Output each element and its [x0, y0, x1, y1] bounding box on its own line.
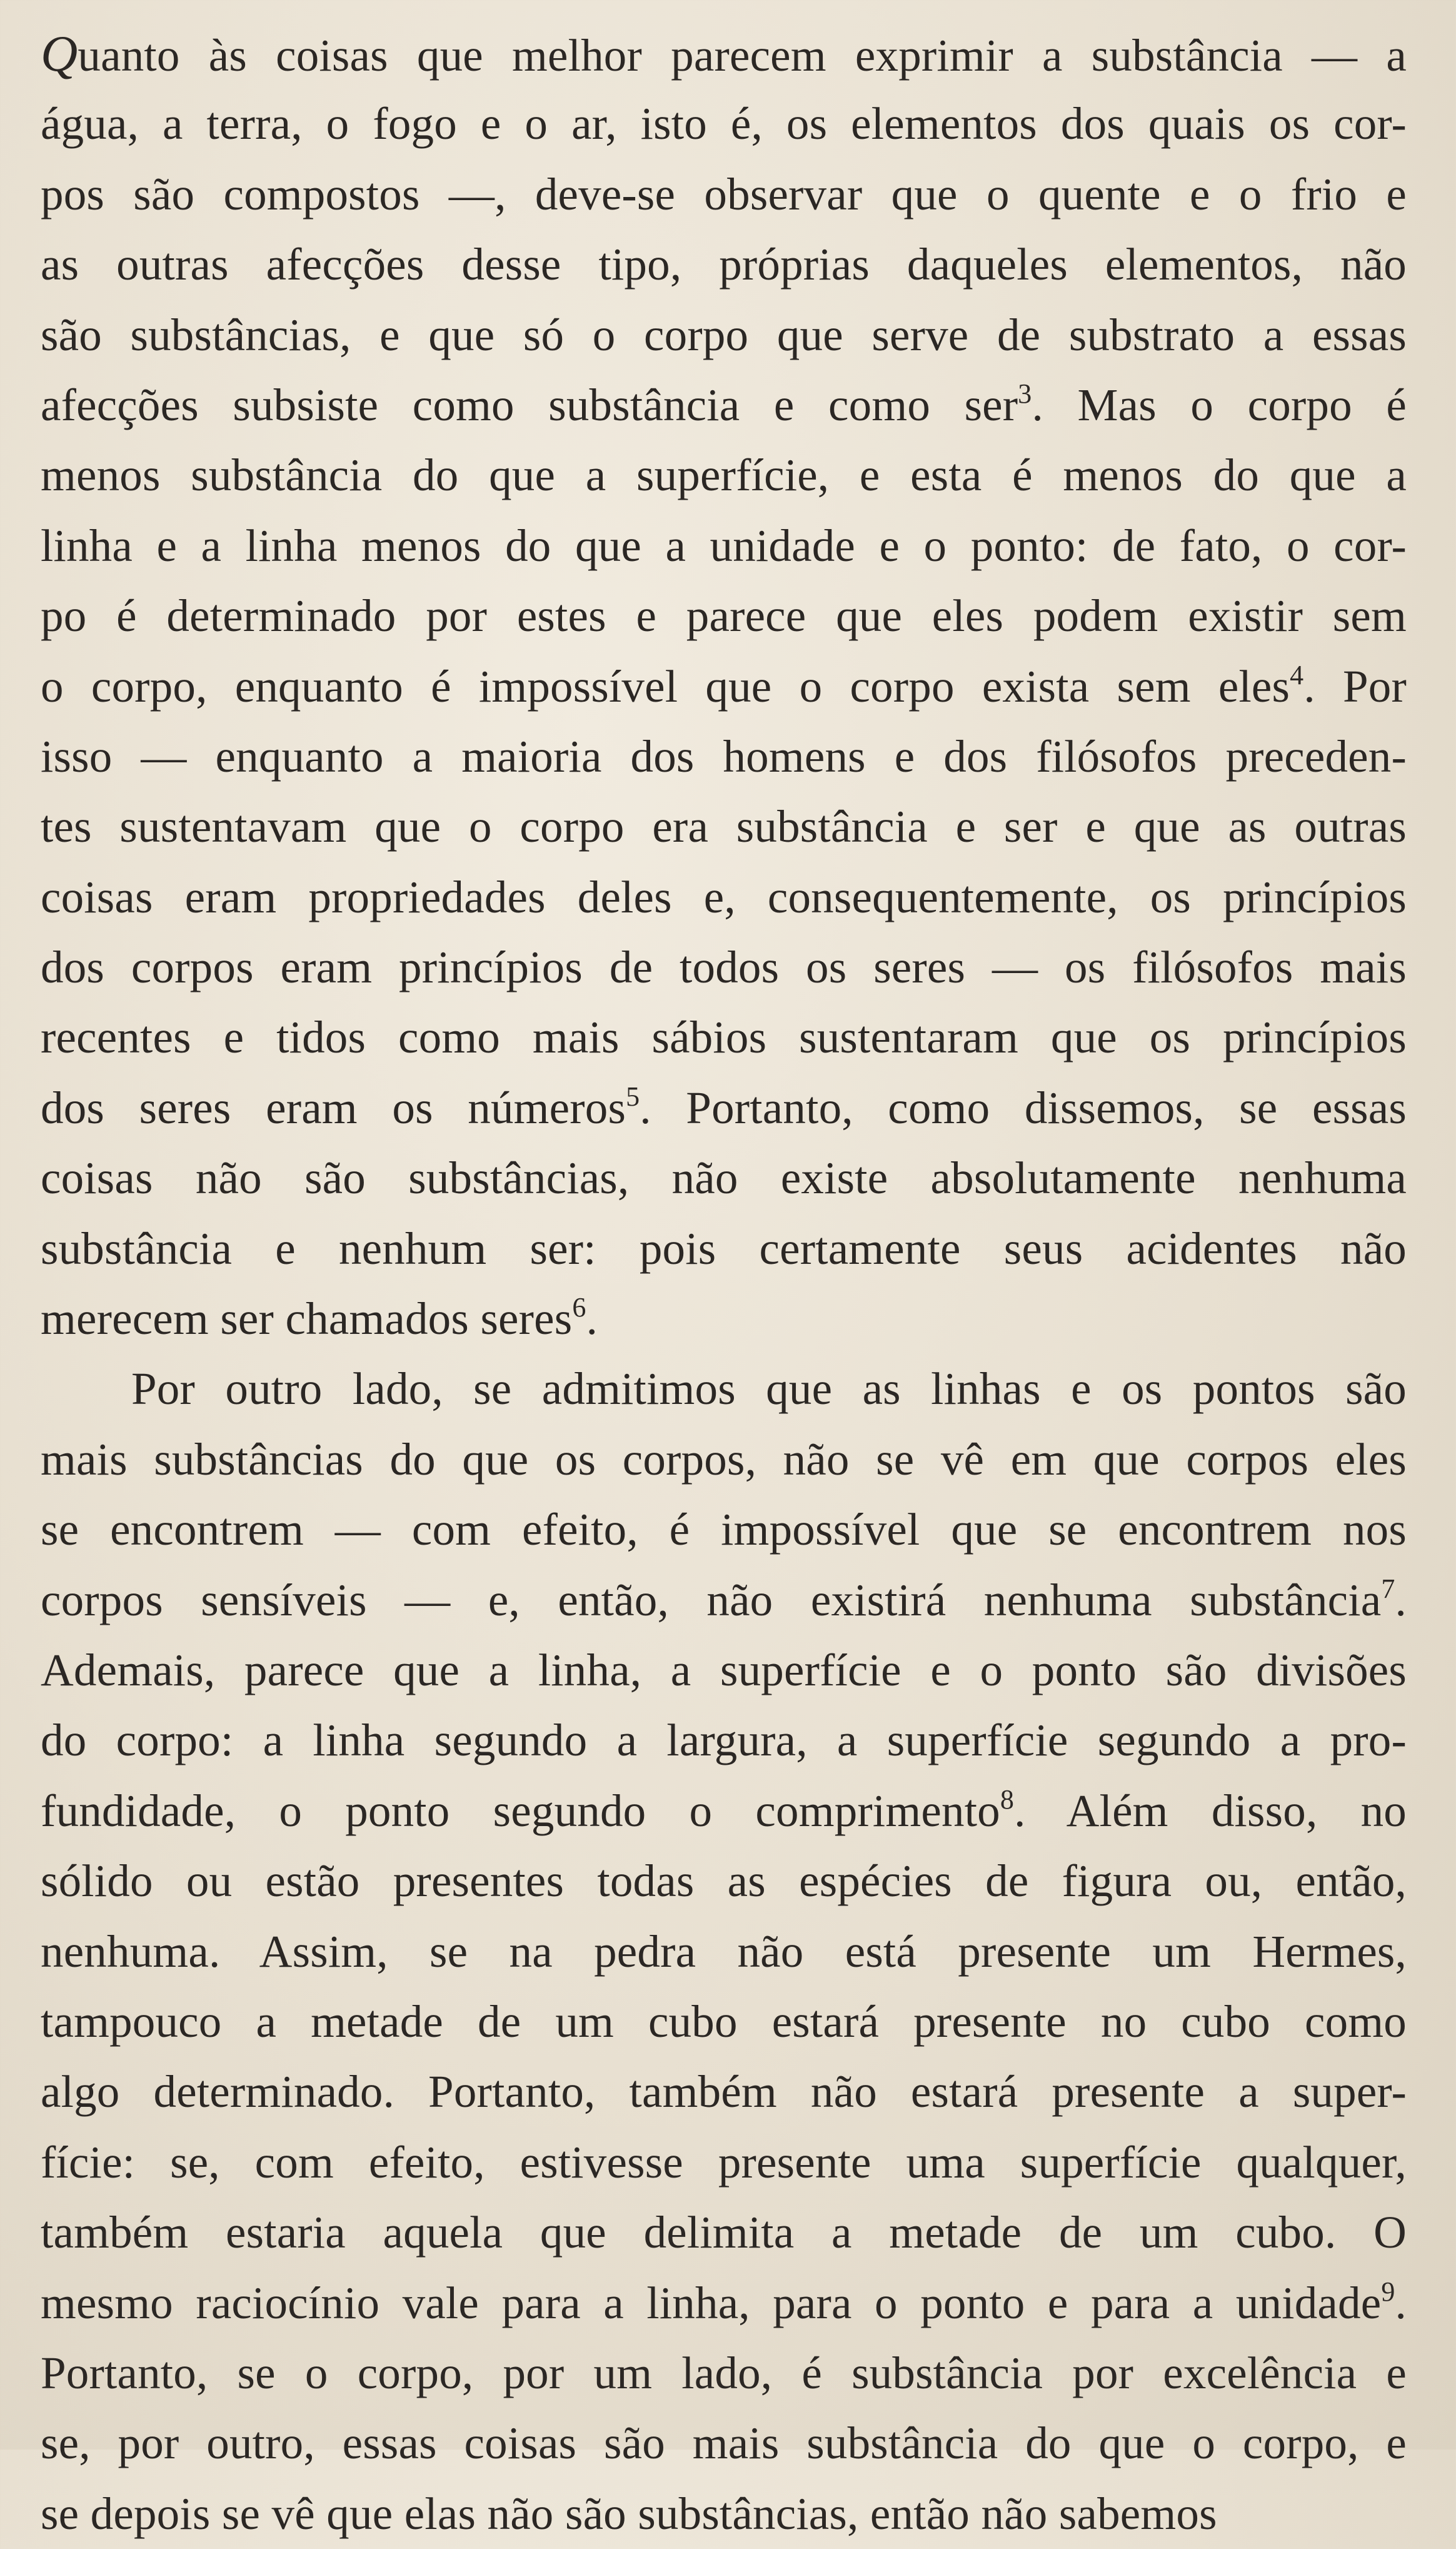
text-line	[41, 1284, 1407, 1354]
text-segment: . Além disso, no	[1014, 1785, 1407, 1836]
text-segment: dos corpos eram princípios de todos os seres — os filósofos mais	[41, 942, 1407, 993]
text-segment: . Mas o corpo é	[1032, 379, 1407, 430]
text-line	[41, 1002, 1407, 1073]
text-segment: .	[1395, 1574, 1407, 1625]
text-line	[41, 722, 1407, 792]
text-segment: algo determinado. Portanto, também não estará presente a super-	[41, 2066, 1407, 2117]
text-line	[41, 300, 1407, 370]
text-segment: po é determinado por estes e parece que eles podem existir sem	[41, 590, 1407, 642]
text-line	[41, 2198, 1407, 2268]
text-segment: recentes e tidos como mais sábios sustentaram que os princípios	[41, 1012, 1407, 1063]
text-line	[41, 1073, 1407, 1143]
footnote-marker[interactable]: 3	[1018, 378, 1032, 409]
text-line	[41, 2057, 1407, 2127]
text-line	[41, 19, 1407, 89]
text-line	[41, 370, 1407, 440]
text-segment: dos seres eram os números	[41, 1082, 626, 1133]
text-line	[41, 511, 1407, 581]
text-line	[41, 1635, 1407, 1705]
text-segment: também estaria aquela que delimita a metade de um cubo. O	[41, 2207, 1407, 2258]
footnote-marker[interactable]: 6	[572, 1292, 586, 1323]
text-segment: o corpo, enquanto é impossível que o corpo exista sem eles	[41, 660, 1290, 712]
text-segment: .	[1395, 2277, 1407, 2328]
text-line	[41, 1987, 1407, 2057]
text-line	[41, 1776, 1407, 1846]
text-line	[41, 2268, 1407, 2338]
paragraph-1	[41, 19, 1407, 1354]
text-line	[41, 1143, 1407, 1213]
text-segment: menos substância do que a superfície, e esta é menos do que a	[41, 450, 1407, 501]
text-line	[41, 1565, 1407, 1635]
text-line	[41, 792, 1407, 862]
text-segment: corpos sensíveis — e, então, não existirá nenhuma substância	[41, 1574, 1382, 1625]
text-segment: se encontrem — com efeito, é impossível que se encontrem nos	[41, 1504, 1407, 1555]
text-segment: são substâncias, e que só o corpo que serve de substrato a essas	[41, 309, 1407, 360]
text-segment: coisas não são substâncias, não existe absolutamente nenhuma	[41, 1153, 1407, 1204]
footnote-marker[interactable]: 5	[626, 1081, 640, 1112]
text-line	[41, 440, 1407, 510]
footnote-marker[interactable]: 4	[1290, 659, 1304, 690]
text-segment: do corpo: a linha segundo a largura, a superfície segundo a pro-	[41, 1715, 1407, 1766]
text-segment: se depois se vê que elas não são substâncias, então não sabemos	[41, 2488, 1217, 2539]
text-segment: fície: se, com efeito, estivesse presente uma superfície qualquer,	[41, 2136, 1407, 2188]
text-segment: linha e a linha menos do que a unidade e o ponto: de fato, o cor-	[41, 520, 1407, 571]
text-line	[41, 1354, 1407, 1424]
paragraph-2	[41, 1354, 1407, 2549]
text-segment: mais substâncias do que os corpos, não se vê em que corpos eles	[41, 1433, 1407, 1485]
text-line	[41, 230, 1407, 300]
footnote-marker[interactable]: 9	[1381, 2276, 1395, 2307]
text-line	[41, 2408, 1407, 2478]
text-segment: mesmo raciocínio vale para a linha, para o ponto e para a unidade	[41, 2277, 1382, 2328]
text-line	[41, 862, 1407, 932]
text-segment: se, por outro, essas coisas são mais substância do que o corpo, e	[41, 2418, 1407, 2469]
text-line	[41, 1917, 1407, 1987]
text-segment: tampouco a metade de um cubo estará presente no cubo como	[41, 1996, 1407, 2047]
text-line	[41, 652, 1407, 722]
text-segment: nenhuma. Assim, se na pedra não está presente um Hermes,	[41, 1926, 1407, 1977]
initial-letter: Q	[41, 25, 78, 82]
text-segment: água, a terra, o fogo e o ar, isto é, os elementos dos quais os cor-	[41, 98, 1407, 149]
text-line	[41, 1846, 1407, 1916]
text-segment: Por outro lado, se admitimos que as linhas e os pontos são	[131, 1363, 1407, 1415]
text-segment: as outras afecções desse tipo, próprias daqueles elementos, não	[41, 239, 1407, 290]
text-line	[41, 581, 1407, 651]
text-line	[41, 932, 1407, 1002]
text-segment: isso — enquanto a maioria dos homens e dos filósofos preceden-	[41, 730, 1407, 782]
footnote-marker[interactable]: 7	[1381, 1573, 1395, 1604]
text-segment: afecções subsiste como substância e como ser	[41, 379, 1018, 430]
text-segment: tes sustentavam que o corpo era substância e ser e que as outras	[41, 801, 1407, 852]
footnote-marker[interactable]: 8	[1000, 1784, 1015, 1815]
text-line	[41, 2128, 1407, 2198]
text-segment: uanto às coisas que melhor parecem exprimir a substância — a	[78, 30, 1407, 81]
text-line	[41, 1425, 1407, 1495]
text-segment: sólido ou estão presentes todas as espécies de figura ou, então,	[41, 1855, 1407, 1907]
text-segment: Portanto, se o corpo, por um lado, é substância por excelência e	[41, 2347, 1407, 2398]
text-segment: .	[586, 1293, 598, 1345]
text-segment: merecem ser chamados seres	[41, 1293, 573, 1345]
text-line	[41, 2338, 1407, 2408]
text-segment: . Portanto, como dissemos, se essas	[640, 1082, 1407, 1133]
text-line	[41, 89, 1407, 159]
text-segment: pos são compostos —, deve-se observar que o quente e o frio e	[41, 168, 1407, 220]
text-line	[41, 2479, 1407, 2549]
text-segment: substância e nenhum ser: pois certamente seus acidentes não	[41, 1223, 1407, 1274]
text-line	[41, 1495, 1407, 1565]
text-line	[41, 1214, 1407, 1284]
text-segment: fundidade, o ponto segundo o comprimento	[41, 1785, 1000, 1836]
text-segment: Ademais, parece que a linha, a superfície e o ponto são divisões	[41, 1644, 1407, 1695]
text-line	[41, 159, 1407, 230]
text-segment: . Por	[1303, 660, 1407, 712]
book-page	[41, 19, 1407, 2539]
text-line	[41, 1705, 1407, 1775]
text-segment: coisas eram propriedades deles e, consequentemente, os princípios	[41, 871, 1407, 922]
